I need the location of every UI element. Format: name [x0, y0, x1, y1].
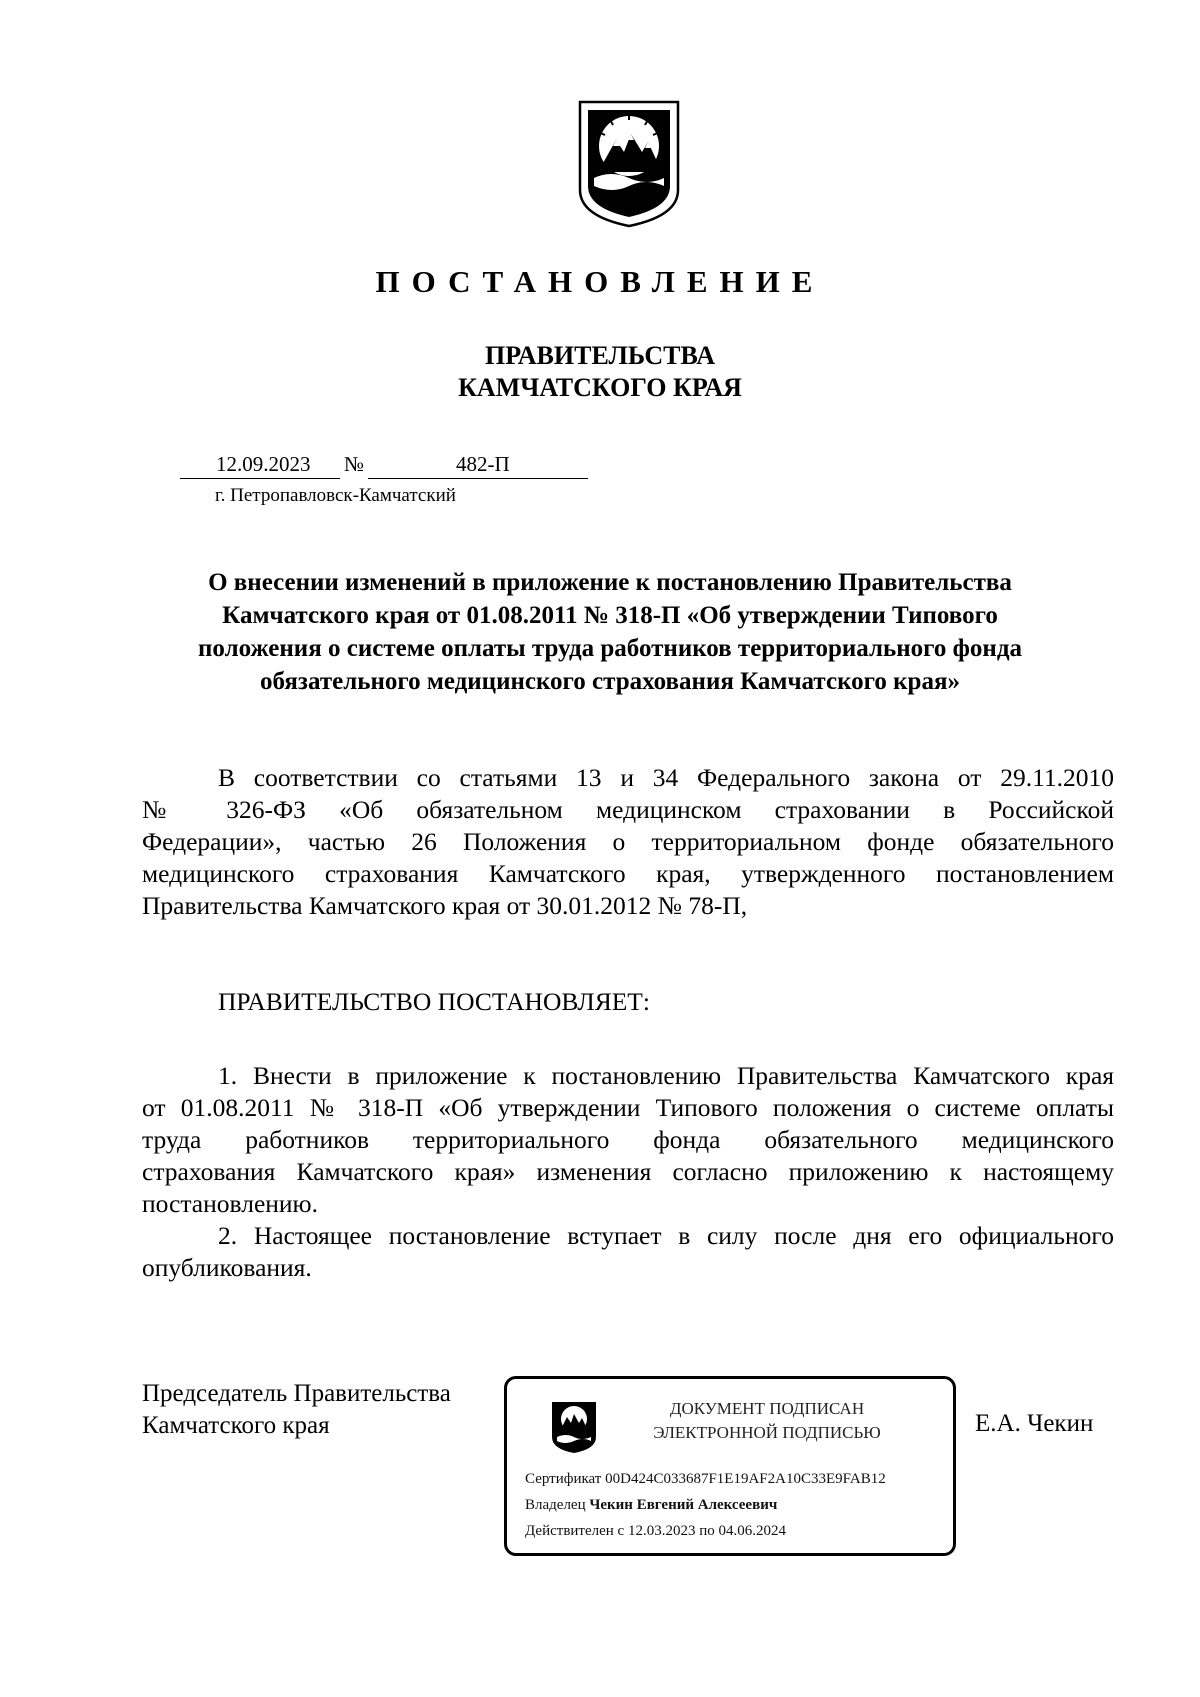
certificate-validity: Действителен с 12.03.2023 по 04.06.2024	[525, 1523, 786, 1539]
document-date: 12.09.2023	[216, 452, 311, 476]
document-subject	[140, 566, 1080, 698]
item-1-line: от 01.08.2011 № 318-П «Об утверждении Типового положения о системе оплаты	[142, 1093, 1114, 1122]
item-2-paragraph	[142, 1220, 1114, 1284]
preamble-line: медицинского страхования Камчатского края, утвержденного постановлением	[142, 859, 1114, 888]
document-number: 482-П	[456, 452, 510, 476]
date-underline	[180, 478, 340, 479]
stamp-heading-line: ЭЛЕКТРОННОЙ ПОДПИСЬЮ	[653, 1423, 881, 1442]
place-of-issue: г. Петропавловск-Камчатский	[215, 485, 456, 506]
owner-name: Чекин Евгений Алексеевич	[589, 1497, 778, 1513]
stamp-heading	[617, 1397, 917, 1445]
position-line: Камчатского края	[142, 1412, 330, 1439]
item-1-line: постановлению.	[142, 1189, 318, 1218]
electronic-signature-stamp	[504, 1376, 956, 1556]
preamble-line: Правительства Камчатского края от 30.01.2012 № 78-П,	[142, 891, 748, 920]
item-2-line: опубликования.	[142, 1253, 312, 1282]
preamble-line: Федерации», частью 26 Положения о территориальном фонде обязательного	[142, 827, 1114, 856]
item-1-line: труда работников территориального фонда обязательного медицинского	[142, 1125, 1114, 1154]
subject-line: Камчатского края от 01.08.2011 № 318-П «Об утверждении Типового	[222, 602, 998, 629]
subject-line: О внесении изменений в приложение к постановлению Правительства	[208, 569, 1012, 596]
number-sign: №	[344, 452, 365, 476]
item-1-paragraph	[142, 1060, 1114, 1220]
document-type-title: ПОСТАНОВЛЕНИЕ	[375, 264, 825, 299]
signatory-name: Е.А. Чекин	[975, 1410, 1094, 1437]
item-1-line: 1. Внести в приложение к постановлению Правительства Камчатского края	[218, 1061, 1114, 1090]
issuing-authority	[0, 340, 1200, 404]
resolution-heading: ПРАВИТЕЛЬСТВО ПОСТАНОВЛЯЕТ:	[218, 987, 650, 1016]
certificate-number: Сертификат 00D424C033687F1E19AF2A10C33E9FAB12	[525, 1471, 886, 1487]
item-1-line: страхования Камчатского края» изменения согласно приложению к настоящему	[142, 1157, 1114, 1186]
authority-line: КАМЧАТСКОГО КРАЯ	[458, 373, 742, 402]
stamp-heading-line: ДОКУМЕНТ ПОДПИСАН	[669, 1399, 865, 1418]
authority-line: ПРАВИТЕЛЬСТВА	[485, 341, 715, 370]
item-2-line: 2. Настоящее постановление вступает в силу после дня его официального	[218, 1221, 1114, 1250]
preamble-line: В соответствии со статьями 13 и 34 Федерального закона от 29.11.2010	[218, 763, 1114, 792]
coat-of-arms-icon	[576, 98, 682, 230]
registration-line	[180, 452, 588, 480]
owner-label: Владелец	[525, 1497, 586, 1513]
subject-line: обязательного медицинского страхования Камчатского края»	[260, 668, 960, 695]
certificate-owner	[525, 1497, 777, 1514]
preamble-paragraph	[142, 762, 1114, 922]
number-underline	[368, 478, 588, 479]
position-line: Председатель Правительства	[142, 1380, 451, 1407]
preamble-line: № 326-ФЗ «Об обязательном медицинском страховании в Российской	[142, 795, 1114, 824]
stamp-coat-of-arms-icon	[549, 1399, 599, 1455]
signatory-position	[142, 1378, 451, 1442]
subject-line: положения о системе оплаты труда работников территориального фонда	[198, 635, 1022, 662]
